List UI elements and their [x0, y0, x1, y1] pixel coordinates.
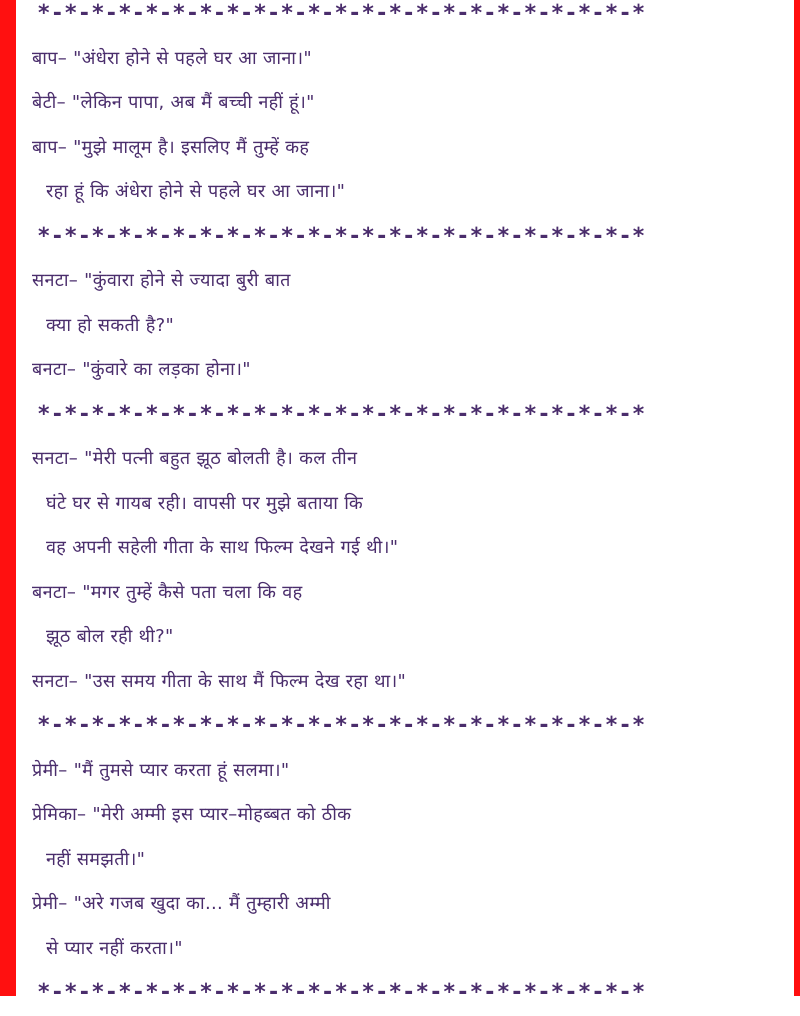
joke-1-line-4: रहा हूं कि अंधेरा होने से पहले घर आ जाना।": [46, 181, 346, 202]
joke-content: [32, 0, 800, 1016]
joke-4-line-2: प्रेमिका– "मेरी अम्मी इस प्यार–मोहब्बत को ठीक: [32, 804, 352, 825]
joke-4-line-5: से प्यार नहीं करता।": [46, 937, 183, 959]
separator-line: *-*-*-*-*-*-*-*-*-*-*-*-*-*-*-*-*-*-*-*-*-*-*: [38, 980, 648, 1005]
separator-line: *-*-*-*-*-*-*-*-*-*-*-*-*-*-*-*-*-*-*-*-*-*-*: [38, 713, 648, 738]
joke-3-line-6: सनटा– "उस समय गीता के साथ मैं फिल्म देख रहा था।": [32, 670, 407, 692]
joke-2-line-3: बनटा– "कुंवारे का लड़का होना।": [32, 359, 251, 380]
joke-4-line-3: नहीं समझती।": [46, 848, 146, 870]
joke-1-line-1: बाप– "अंधेरा होने से पहले घर आ जाना।": [32, 47, 312, 69]
joke-1-line-3: बाप– "मुझे मालूम है। इसलिए मैं तुम्हें कह: [32, 136, 310, 158]
separator-line: *-*-*-*-*-*-*-*-*-*-*-*-*-*-*-*-*-*-*-*-*-*-*: [38, 223, 648, 249]
joke-3-line-1: सनटा– "मेरी पत्नी बहुत झूठ बोलती है। कल तीन: [32, 448, 358, 469]
joke-3-line-3: वह अपनी सहेली गीता के साथ फिल्म देखने गई थी।": [46, 537, 399, 558]
joke-4-line-4: प्रेमी– "अरे गजब खुदा का... मैं तुम्हारी अम्मी: [32, 893, 331, 914]
joke-3-line-4: बनटा– "मगर तुम्हें कैसे पता चला कि वह: [32, 581, 303, 603]
separator-line: *-*-*-*-*-*-*-*-*-*-*-*-*-*-*-*-*-*-*-*-*-*-*: [38, 1, 648, 26]
separator-line: *-*-*-*-*-*-*-*-*-*-*-*-*-*-*-*-*-*-*-*-*-*-*: [38, 401, 648, 427]
joke-3-line-5: झूठ बोल रही थी?": [46, 626, 174, 647]
joke-3-line-2: घंटे घर से गायब रही। वापसी पर मुझे बताया कि: [46, 492, 364, 514]
joke-4-line-1: प्रेमी– "मैं तुमसे प्यार करता हूं सलमा।": [32, 759, 290, 781]
joke-2-line-2: क्या हो सकती है?": [46, 314, 175, 336]
joke-1-line-2: बेटी– "लेकिन पापा, अब मैं बच्ची नहीं हूं।": [32, 92, 315, 113]
joke-2-line-1: सनटा– "कुंवारा होने से ज्यादा बुरी बात: [32, 270, 291, 291]
